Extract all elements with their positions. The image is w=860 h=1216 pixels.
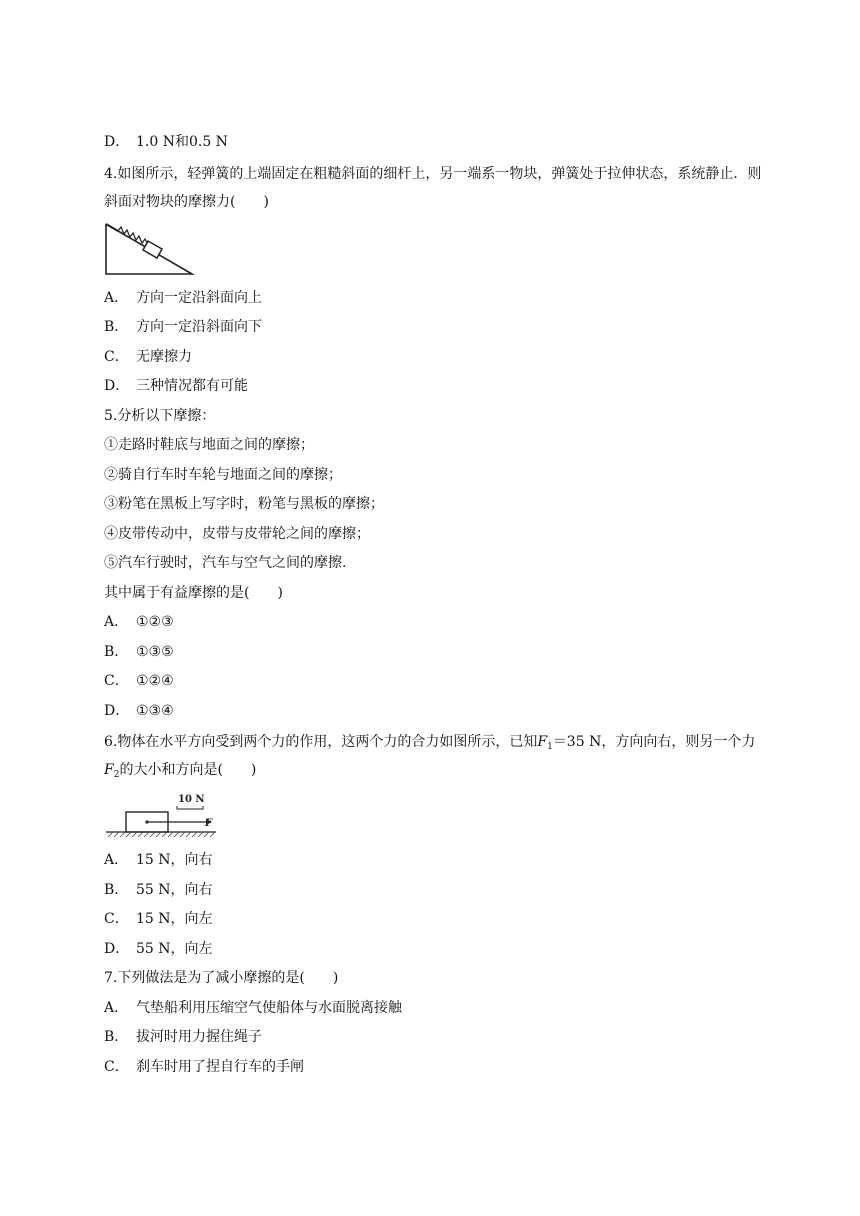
incline-spring-diagram [104, 222, 204, 278]
option-text: 刹车时用了捏自行车的手闸 [136, 1058, 304, 1075]
q6-stem [104, 728, 764, 784]
q5-option-a [104, 608, 764, 638]
f2-subscript: 2 [113, 770, 120, 780]
option-text: ①②③ [136, 614, 174, 630]
q6-option-c [104, 905, 764, 935]
option-key: C． [104, 1058, 129, 1075]
option-text: 方向一定沿斜面向下 [136, 319, 262, 335]
option-key: D． [104, 378, 130, 394]
option-text: 无摩擦力 [136, 348, 192, 365]
ground-hatching [108, 832, 215, 837]
option-key: B． [104, 319, 129, 335]
stem-text: 的大小和方向是( ) [119, 762, 257, 778]
option-key: B． [104, 881, 129, 898]
option-key: D． [104, 940, 130, 957]
stem-text: 6.物体在水平方向受到两个力的作用，这两个力的合力如图所示，已知 [104, 734, 538, 750]
q7-option-a [104, 994, 764, 1024]
option-text: 15 N，向右 [136, 852, 213, 868]
option-key: C． [104, 911, 129, 927]
q5-option-d [104, 697, 764, 727]
option-key: A． [104, 289, 129, 306]
spring [118, 227, 148, 245]
option-text: 1.0 N和0.5 N [136, 134, 228, 150]
worksheet-page [104, 128, 764, 1082]
q7-stem: 7.下列做法是为了减小摩擦的是( ) [104, 970, 339, 986]
option-text: ①③⑤ [136, 643, 174, 660]
q5-question: 其中属于有益摩擦的是( ) [104, 584, 283, 601]
q5-item-1: ①走路时鞋底与地面之间的摩擦； [104, 437, 314, 453]
option-key: C． [104, 348, 129, 365]
option-key: D． [104, 134, 130, 150]
stem-text: ＝35 N，方向向右，则另一个力 [552, 734, 756, 750]
option-key: C． [104, 673, 129, 689]
scale-label: 10 N [178, 794, 205, 805]
option-key: B． [104, 643, 129, 660]
force-diagram [104, 790, 224, 840]
q7-option-b [104, 1023, 764, 1053]
option-text: 方向一定沿斜面向上 [136, 289, 262, 306]
option-text: 拔河时用力握住绳子 [136, 1029, 262, 1045]
option-text: 55 N，向右 [136, 881, 213, 898]
option-key: A． [104, 999, 129, 1016]
option-text: 气垫船利用压缩空气使船体与水面脱离接触 [136, 999, 402, 1016]
q5-item-2: ②骑自行车时车轮与地面之间的摩擦； [104, 466, 342, 483]
option-text: ①②④ [136, 673, 174, 689]
scale-bracket [177, 806, 203, 809]
q5-option-c [104, 667, 764, 697]
f1-subscript: 1 [547, 742, 553, 752]
option-text: 三种情况都有可能 [136, 378, 248, 394]
option-key: A． [104, 852, 129, 868]
q7-option-c [104, 1053, 764, 1083]
q4-option-c [104, 343, 764, 373]
force-label: F [205, 818, 213, 829]
q5-stem: 5.分析以下摩擦： [104, 407, 216, 424]
option-key: A． [104, 614, 129, 630]
f1-symbol: F [537, 734, 548, 750]
q5-item-5: ⑤汽车行驶时，汽车与空气之间的摩擦. [104, 555, 347, 571]
f2-symbol: F [104, 762, 114, 778]
option-text: 55 N，向左 [136, 940, 213, 957]
q6-option-b [104, 876, 764, 906]
q6-figure [104, 790, 764, 842]
fixed-rod [106, 224, 118, 231]
block [143, 241, 162, 258]
q4-option-a [104, 284, 764, 314]
option-key: B． [104, 1029, 129, 1045]
q5-option-b [104, 638, 764, 668]
q3-option-d [104, 128, 764, 158]
option-text: ①③④ [136, 702, 174, 719]
option-key: D． [104, 702, 130, 719]
q6-option-d [104, 935, 764, 965]
q5-item-4: ④皮带传动中，皮带与皮带轮之间的摩擦； [104, 525, 370, 542]
q4-option-d [104, 372, 764, 402]
q5-item-3: ③粉笔在黑板上写字时，粉笔与黑板的摩擦； [104, 496, 384, 512]
option-text: 15 N，向左 [136, 911, 213, 927]
q4-stem: 4.如图所示，轻弹簧的上端固定在粗糙斜面的细杆上，另一端系一物块，弹簧处于拉伸状态，系统静止．则斜面对物块的摩擦力( ) [104, 165, 762, 210]
q6-option-a [104, 846, 764, 876]
q4-figure [104, 222, 764, 280]
q4-option-b [104, 313, 764, 343]
